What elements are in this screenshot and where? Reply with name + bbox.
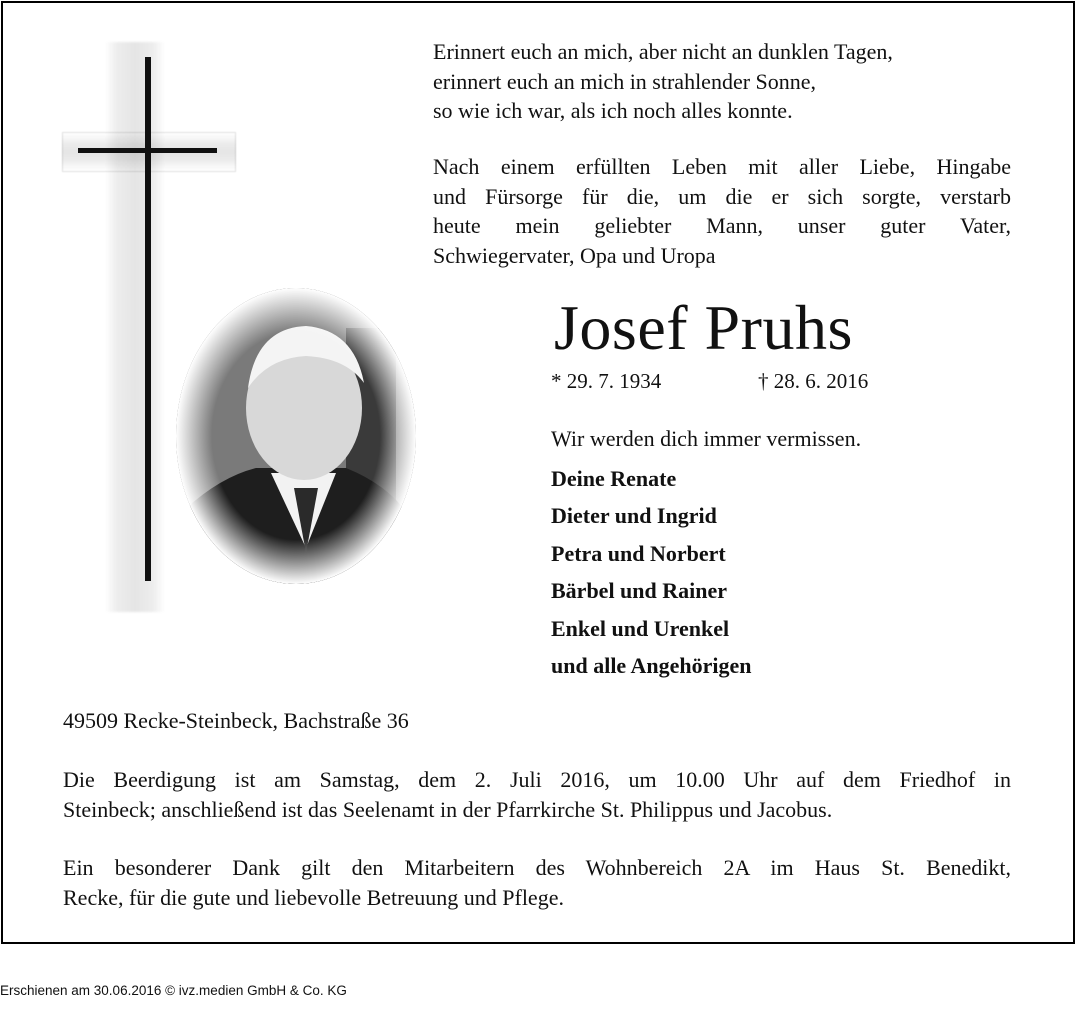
mourner-item: Enkel und Urenkel [551, 615, 730, 641]
mourner-item: und alle Angehörigen [551, 652, 752, 678]
funeral-line: Die Beerdigung ist am Samstag, dem 2. Juli 2016, um 10.00 Uhr auf dem Friedhof in [63, 767, 1011, 792]
intro-text [433, 152, 1011, 270]
funeral-line: Steinbeck; anschließend ist das Seelenamt in der Pfarrkirche St. Philippus und Jacobus. [63, 796, 833, 822]
mourner-item: Deine Renate [551, 466, 677, 491]
thanks-info [63, 853, 1011, 912]
mourner-item: Petra und Norbert [551, 540, 726, 566]
publication-footer: Erschienen am 30.06.2016 © ivz.medien GmbH & Co. KG [0, 983, 347, 998]
deceased-name: Josef Pruhs [554, 292, 853, 363]
cross-shadow-vertical [105, 42, 165, 612]
portrait-photo [176, 288, 416, 584]
intro-line: heute mein geliebter Mann, unser guter Vater, [433, 213, 1011, 238]
intro-line: und Fürsorge für die, um die er sich sorgte, verstarb [433, 183, 1011, 209]
mourner-item: Dieter und Ingrid [551, 503, 717, 529]
mourner-item: Bärbel und Rainer [551, 578, 728, 604]
funeral-info [63, 765, 1011, 824]
poem-line: Erinnert euch an mich, aber nicht an dunklen Tagen, [433, 39, 893, 64]
cross-horizontal-bar [78, 148, 217, 153]
mourners-list [551, 460, 751, 684]
intro-line: Schwiegervater, Opa und Uropa [433, 242, 716, 268]
death-date: † 28. 6. 2016 [758, 369, 869, 393]
miss-line: Wir werden dich immer vermissen. [551, 426, 862, 451]
portrait-silhouette [176, 288, 416, 584]
poem [433, 37, 1011, 126]
thanks-line: Ein besonderer Dank gilt den Mitarbeitern des Wohnbereich 2A im Haus St. Benedikt, [63, 855, 1011, 880]
poem-line: erinnert euch an mich in strahlender Sonne, [433, 68, 817, 94]
address: 49509 Recke-Steinbeck, Bachstraße 36 [63, 708, 409, 733]
poem-line: so wie ich war, als ich noch alles konnte. [433, 98, 793, 123]
birth-date: * 29. 7. 1934 [551, 369, 662, 393]
intro-line: Nach einem erfüllten Leben mit aller Liebe, Hingabe [433, 154, 1011, 179]
thanks-line: Recke, für die gute und liebevolle Betreuung und Pflege. [63, 884, 564, 910]
cross-vertical-bar [145, 57, 151, 581]
